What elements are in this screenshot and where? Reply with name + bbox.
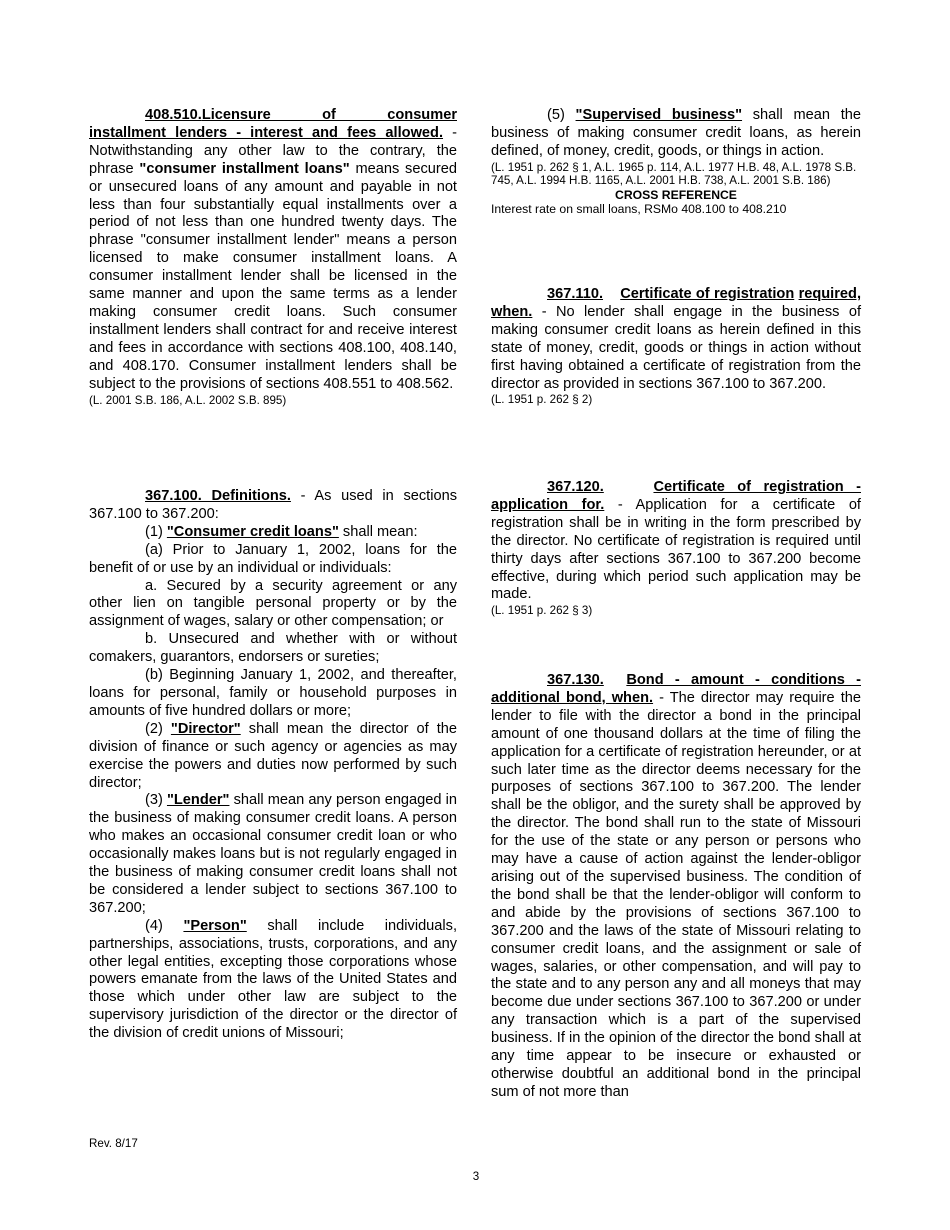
section-title: Licensure of consumer [201, 107, 457, 123]
def-num: (4) [145, 917, 184, 934]
cross-reference-title: CROSS REFERENCE [615, 187, 737, 202]
section-408-510 [89, 107, 457, 407]
section-title: Certificate of registration - [653, 479, 861, 495]
def-2 [89, 721, 457, 793]
section-heading: 367.100. Definitions. [145, 488, 291, 504]
section-body: Notwithstanding any other law to the contrary, the phrase [89, 142, 457, 177]
def-5 [491, 107, 861, 161]
def-4 [89, 918, 457, 1043]
section-title: Certificate of registration [620, 286, 795, 302]
def-term: "Director" [170, 720, 241, 737]
def-text: shall mean the business of making consumer credit loans, as herein defined, of money, credit, goods, or things in action. [491, 107, 861, 159]
section-367-110 [491, 286, 861, 407]
section-number: 367.110. [547, 286, 604, 302]
history-note: (L. 1951 p. 262 § 2) [491, 393, 593, 407]
def-term: "Person" [183, 917, 247, 934]
left-column [89, 107, 457, 1043]
def-1b: (b) Beginning January 1, 2002, and thereafter, loans for personal, family or household purposes in amounts of five hundred dollars or more; [89, 667, 457, 719]
section-body: - No lender shall engage in the business of making consumer credit loans as herein defined in this state of money, credit, goods or things in action without first having obtained a certificate of registration from the director as provided in sections 367.100 to 367.200. [491, 303, 861, 392]
history-note: (L. 2001 S.B. 186, A.L. 2002 S.B. 895) [89, 393, 287, 407]
defined-term: "consumer installment loans" [139, 160, 350, 177]
section-body-cont: means secured or unsecured loans of any amount and payable in not less than four substantially equal installments over a period of not less than one hundred twenty days. The phrase "consumer installment lender" means a person licensed to make consumer installment loans. A consumer installment lender shall be licensed in the same manner and upon the same terms as a lender making consumer credit loans. Such consumer installment lenders shall contract for and receive interest and fees in accordance with sections 408.100, 408.140, and 408.170. Consumer installment lenders shall be subject to the provisions of sections 408.551 to 408.562. [89, 160, 457, 392]
def-1a-a: a. Secured by a security agreement or any other lien on tangible personal property or by the assignment of wages, salary or other compensation; or [89, 577, 457, 630]
def-term: "Consumer credit loans" [166, 523, 339, 540]
def-term: "Supervised business" [575, 107, 743, 123]
section-title: Bond - amount - conditions - [626, 672, 861, 688]
def-1a-b: b. Unsecured and whether with or without comakers, guarantors, endorsers or sureties; [89, 631, 457, 666]
revision-label: Rev. 8/17 [89, 1137, 138, 1150]
def-num: (1) [145, 523, 167, 540]
def-1 [89, 524, 457, 542]
section-367-130 [491, 672, 861, 1102]
def-text: shall mean: [338, 523, 418, 540]
section-367-100 [89, 488, 457, 1043]
section-body: - Application for a certificate of registration shall be in writing in the form prescribed by the director. No certificate of registration is required until thirty days after sections 367.100 to 367.200 become effective, during which period such application may be made. [491, 496, 861, 603]
section-title-cont: installment lenders - interest and fees allowed. [89, 124, 444, 141]
history-note: (L. 1951 p. 262 § 1, A.L. 1965 p. 114, A.L. 1977 H.B. 48, A.L. 1978 S.B. 745, A.L. 1994 H.B. 1165, A.L. 2001 H.B. 738, A.L. 2001 S.B. 186) [491, 160, 857, 188]
def-term: "Lender" [166, 792, 230, 809]
def-num: (5) [547, 107, 576, 123]
section-367-100-cont [491, 107, 861, 216]
section-367-120 [491, 479, 861, 618]
separator: - [443, 124, 457, 141]
history-note: (L. 1951 p. 262 § 3) [491, 604, 593, 618]
def-3 [89, 792, 457, 917]
section-title-cont: required, when. [491, 286, 862, 320]
page-number: 3 [472, 1170, 480, 1183]
def-text: shall mean any person engaged in the business of making consumer credit loans. A person who makes an occasional consumer credit loan or who occasionally makes loans but is not regularly engaged in the business of making consumer credit loans shall not be considered a lender subject to sections 367.100 to 367.200; [89, 792, 457, 916]
section-number: 367.120. [547, 479, 604, 495]
section-title-cont: additional bond, when. [491, 689, 654, 706]
def-num: (3) [145, 792, 167, 809]
def-text: shall include individuals, partnerships, associations, trusts, corporations, and any other legal entities, excepting those corporations whose powers emanate from the laws of the United States and those which under other law are subject to the supervisory jurisdiction of the director or the director of the division of credit unions of Missouri; [89, 917, 458, 1042]
section-number: 408.510. [145, 107, 202, 123]
def-1a: (a) Prior to January 1, 2002, loans for the benefit of or use by an individual or individuals: [89, 541, 457, 576]
section-title-cont: application for. [491, 496, 605, 513]
cross-reference-body: Interest rate on small loans, RSMo 408.100 to 408.210 [491, 201, 787, 216]
section-body: - The director may require the lender to file with the director a bond in the principal amount of one thousand dollars at the time of filing the application for a certificate of registration hereunder, or at such later time as the director deems necessary for the purposes of sections 367.100 to 367.200. The lender shall be the obligor, and the surety shall be approved by the director. The bond shall run to the state of Missouri for the use of the state or any person or persons who may have a cause of action against the lender-obligor arising out of the supervised business. The condition of the bond shall be that the lender-obligor will conform to and abide by the provisions of sections 367.100 to 367.200 and the laws of the state of Missouri relating to consumer credit loans, and the assignment or sale of wages, salaries, or other compensation, and will pay to the state and to any person any and all moneys that may become due under sections 367.100 to 367.200 or under any transaction which is a part of the supervised business. If in the opinion of the director the bond shall at any time appear to be insecure or exhausted or otherwise doubtful an additional bond in the principal sum of not more than [491, 689, 861, 1100]
section-number: 367.130. [547, 672, 604, 688]
section-intro: - As used in sections 367.100 to 367.200: [89, 488, 457, 522]
def-text: shall mean the director of the division of finance or such agency or agencies as may exercise the powers and duties now performed by such director; [89, 720, 458, 791]
def-num: (2) [145, 720, 171, 737]
